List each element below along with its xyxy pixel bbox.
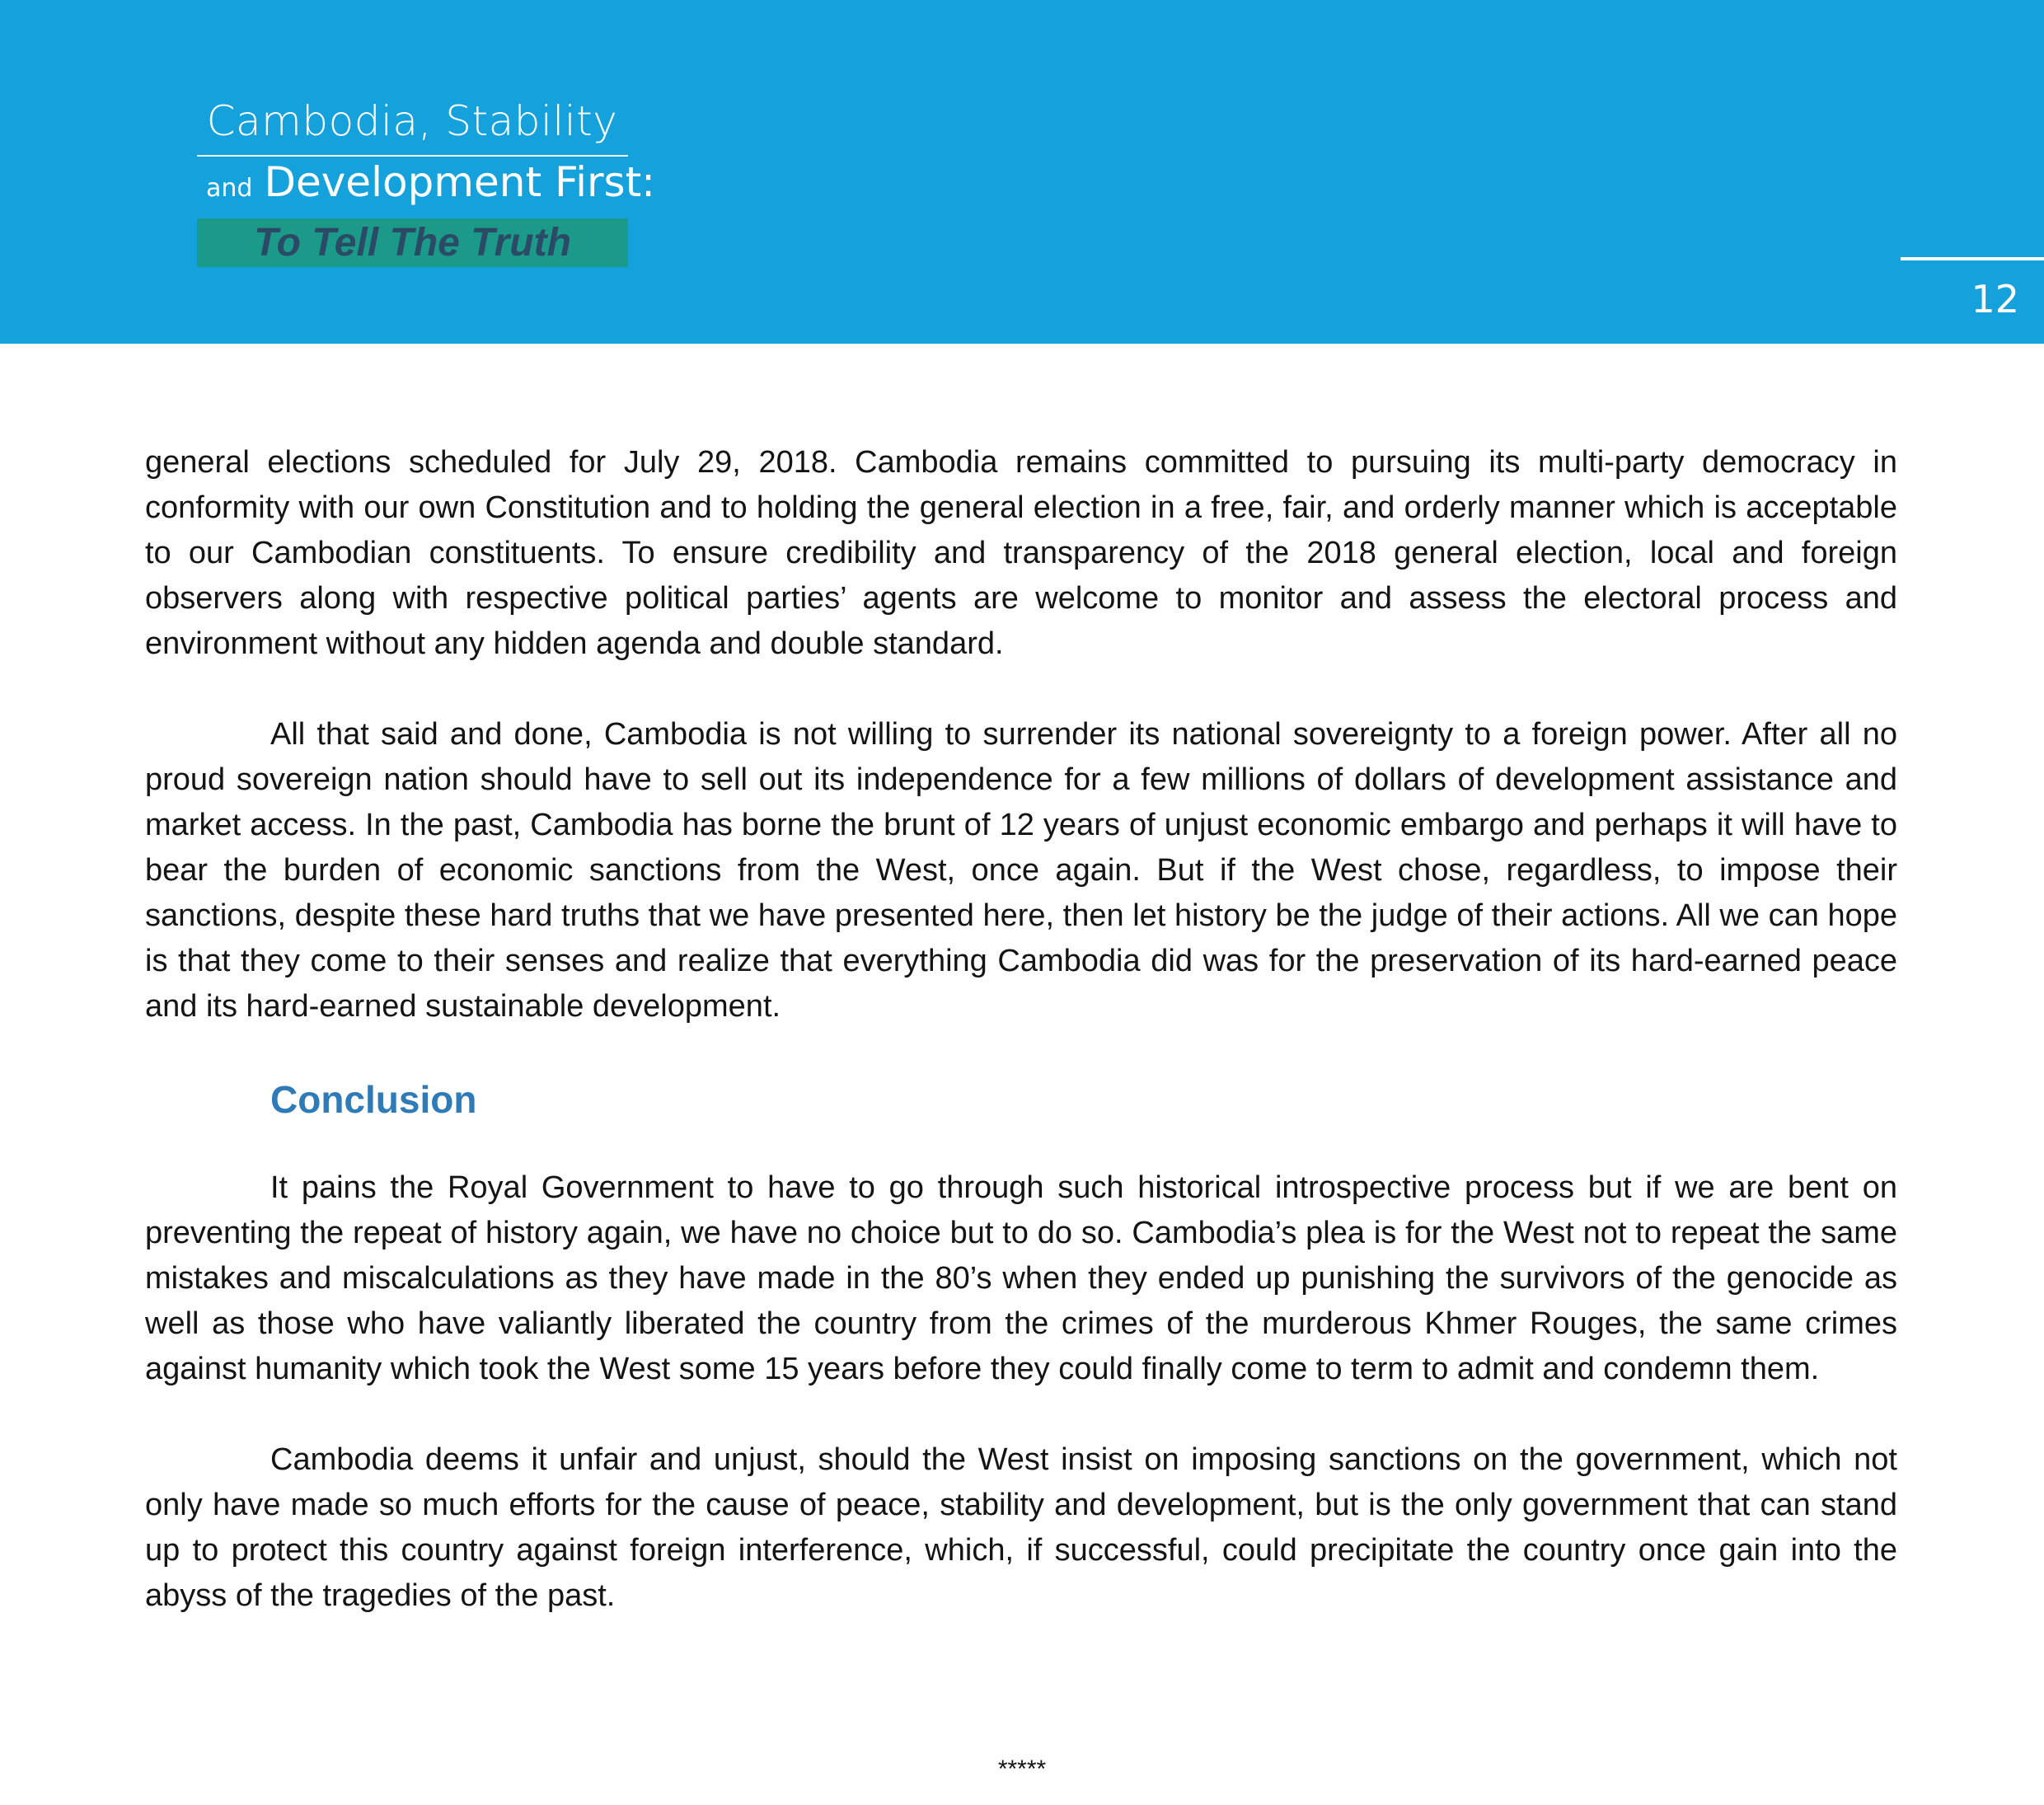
page-header bbox=[0, 0, 2044, 344]
conclusion-heading: Conclusion bbox=[270, 1078, 477, 1121]
page-number-rule bbox=[1901, 257, 2044, 260]
title-development-first: Development First: bbox=[264, 158, 656, 206]
title-divider bbox=[197, 155, 628, 157]
paragraph-conclusion-history: It pains the Royal Government to have to go through such historical introspective process but if we are bent on preventing the repeat of history again, we have no choice but to do so. Cambodia’s plea is for the West not to repeat the same mistakes and miscalculations as they have made in the 80’s when they ended up punishing the survivors of the genocide as well as those who have valiantly liberated the country from the crimes of the murderous Khmer Rouges, the same crimes against humanity which took the West some 15 years before they could finally come to term to admit and condemn them. bbox=[145, 1170, 1897, 1386]
document-body bbox=[145, 440, 1897, 1619]
title-and-word: and bbox=[206, 174, 253, 203]
paragraph-sovereignty: All that said and done, Cambodia is not willing to surrender its national sovereignty to a foreign power. After all no proud sovereign nation should have to sell out its independence for a few millions of dollars of development assistance and market access. In the past, Cambodia has borne the brunt of 12 years of unjust economic embargo and perhaps it will have to bear the burden of economic sanctions from the West, once again. But if the West chose, regardless, to impose their sanctions, despite these hard truths that we have presented here, then let history be the judge of their actions. All we can hope is that they come to their senses and realize that everything Cambodia did was for the preservation of its hard-earned peace and its hard-earned sustainable development. bbox=[145, 717, 1897, 1024]
end-marker: ***** bbox=[997, 1756, 1047, 1783]
paragraph-conclusion-sanctions: Cambodia deems it unfair and unjust, should the West insist on imposing sanctions on the government, which not only have made so much efforts for the cause of peace, stability and development, but is the only government that can stand up to protect this country against foreign interference, which, if successful, could precipitate the country once gain into the abyss of the tragedies of the past. bbox=[145, 1442, 1897, 1613]
publication-title-line2 bbox=[206, 158, 656, 206]
subtitle-banner bbox=[197, 218, 628, 267]
paragraph-elections: general elections scheduled for July 29, 2018. Cambodia remains committed to pursuing its multi-party democracy in conformity with our own Constitution and to holding the general election in a free, fair, and orderly manner which is acceptable to our Cambodian constituents. To ensure credibility and transparency of the 2018 general election, local and foreign observers along with respective political parties’ agents are welcome to monitor and assess the electoral process and environment without any hidden agenda and double standard. bbox=[145, 445, 1897, 661]
publication-title-line1: Cambodia, Stability bbox=[206, 97, 618, 145]
publication-subtitle: To Tell The Truth bbox=[254, 221, 571, 265]
page-number: 12 bbox=[1971, 277, 2019, 321]
